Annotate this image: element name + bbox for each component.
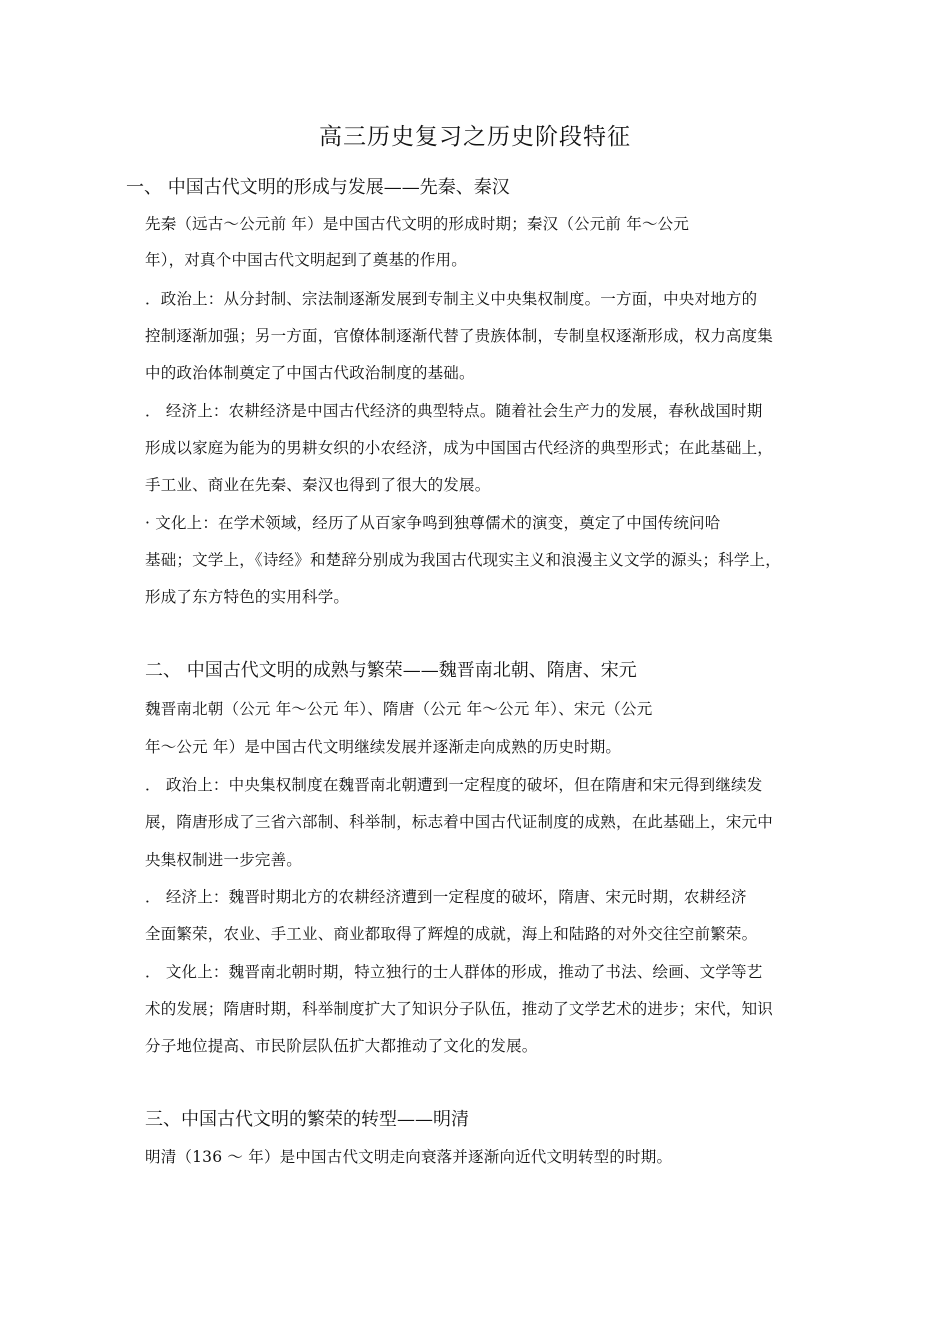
- section-1-line-1: 先秦（远古～公元前 年）是中国古代文明的形成时期；秦汉（公元前 年～公元: [145, 215, 690, 233]
- document-title: 高三历史复习之历史阶段特征: [319, 124, 631, 150]
- section-1-line-10: 基础；文学上，《诗经》和楚辞分别成为我国古代现实主义和浪漫主义文学的源头；科学上，: [145, 551, 781, 569]
- section-1-line-5: 中的政治体制奠定了中国古代政治制度的基础。: [145, 364, 475, 382]
- section-2-heading: 二、 中国古代文明的成熟与繁荣——魏晋南北朝、隋唐、宋元: [145, 660, 637, 681]
- section-1-line-8: 手工业、商业在先秦、秦汉也得到了很大的发展。: [145, 476, 491, 494]
- section-3-line-1: 明清（136 ～ 年）是中国古代文明走向衰落并逐渐向近代文明转型的时期。: [145, 1148, 673, 1166]
- section-2-line-6: ． 经济上：魏晋时期北方的农耕经济遭到一定程度的破坏，隋唐、宋元时期，农耕经济: [145, 888, 747, 906]
- section-1-line-3: ．政治上：从分封制、宗法制逐渐发展到专制主义中央集权制度。一方面，中央对地方的: [145, 290, 758, 308]
- section-2-line-5: 央集权制进一步完善。: [145, 851, 303, 869]
- section-1-line-7: 形成以家庭为能为的男耕女织的小农经济，成为中国国古代经济的典型形式；在此基础上，: [145, 439, 774, 457]
- section-2-line-4: 展，隋唐形成了三省六部制、科举制，标志着中国古代证制度的成熟，在此基础上，宋元中: [145, 813, 774, 831]
- section-3-heading: 三、中国古代文明的繁荣的转型——明清: [145, 1109, 469, 1130]
- section-1-line-4: 控制逐渐加强；另一方面，官僚体制逐渐代替了贵族体制，专制皇权逐渐形成，权力高度集: [145, 327, 774, 345]
- section-1-line-6: ． 经济上：农耕经济是中国古代经济的典型特点。随着社会生产力的发展，春秋战国时期: [145, 402, 763, 420]
- section-2-line-7: 全面繁荣，农业、手工业、商业都取得了辉煌的成就，海上和陆路的对外交往空前繁荣。: [145, 925, 758, 943]
- section-2-line-2: 年～公元 年）是中国古代文明继续发展并逐渐走向成熟的历史时期。: [145, 738, 622, 756]
- section-2-line-9: 术的发展；隋唐时期，科举制度扩大了知识分子队伍，推动了文学艺术的进步；宋代，知识: [145, 1000, 774, 1018]
- section-2-line-10: 分子地位提高、市民阶层队伍扩大都推动了文化的发展。: [145, 1037, 538, 1055]
- section-1-line-11: 形成了东方特色的实用科学。: [145, 588, 350, 606]
- section-2-line-1: 魏晋南北朝（公元 年～公元 年）、隋唐（公元 年～公元 年）、宋元（公元: [145, 700, 653, 718]
- section-2-line-3: ． 政治上：中央集权制度在魏晋南北朝遭到一定程度的破坏，但在隋唐和宋元得到继续发: [145, 776, 763, 794]
- section-2-line-8: ． 文化上：魏晋南北朝时期，特立独行的士人群体的形成，推动了书法、绘画、文学等艺: [145, 963, 763, 981]
- section-1-line-9: · 文化上：在学术领域，经历了从百家争鸣到独尊儒术的演变，奠定了中国传统问哈: [145, 514, 721, 532]
- section-1-heading: 一、 中国古代文明的形成与发展——先秦、秦汉: [126, 177, 510, 198]
- section-1-line-2: 年），对真个中国古代文明起到了奠基的作用。: [145, 251, 467, 269]
